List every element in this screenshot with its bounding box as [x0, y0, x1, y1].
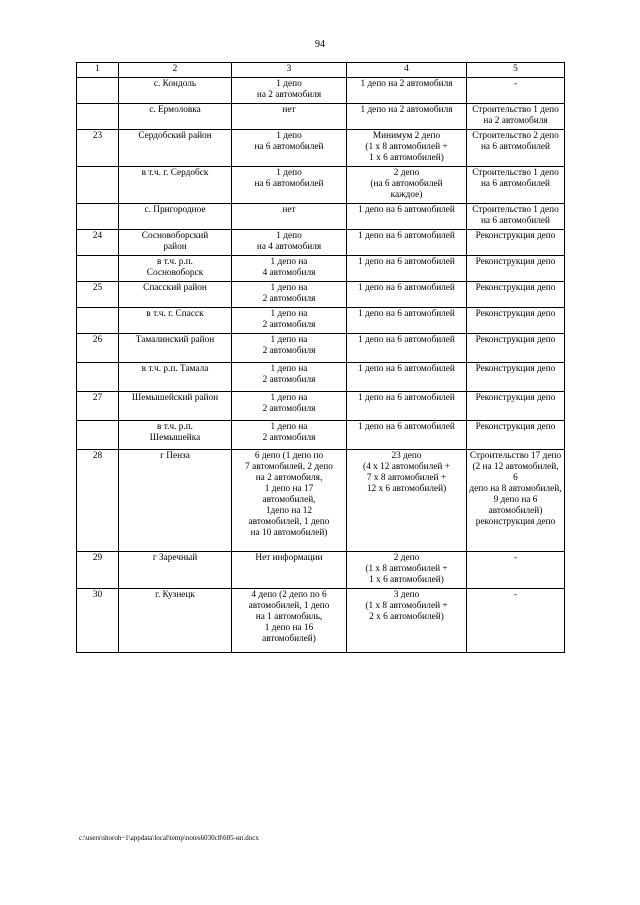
- column-header: 5: [467, 63, 565, 78]
- locality-cell: с. Кондоль: [119, 78, 232, 104]
- table-row: [77, 104, 565, 130]
- planned-action-cell: Строительство 1 депо на 2 автомобиля: [467, 104, 565, 130]
- planned-action-cell: Реконструкция депо: [467, 308, 565, 334]
- minimum-depots-cell: 1 депо на 2 автомобиля: [347, 78, 467, 104]
- locality-cell: в т.ч. р.п. Шемышейка: [119, 421, 232, 450]
- planned-action-cell: Реконструкция депо: [467, 282, 565, 308]
- planned-action-cell: Строительство 17 депо (2 на 12 автомобилей, 6 депо на 8 автомобилей, 9 депо на 6 автомобилей) реконструкция депо: [467, 450, 565, 552]
- table-row: [77, 230, 565, 256]
- minimum-depots-cell: 2 депо (1 х 8 автомобилей + 1 х 6 автомобилей): [347, 552, 467, 589]
- row-number-cell: [77, 167, 119, 204]
- minimum-depots-cell: 1 депо на 6 автомобилей: [347, 256, 467, 282]
- current-depots-cell: нет: [232, 204, 347, 230]
- current-depots-cell: 1 депо на 6 автомобилей: [232, 167, 347, 204]
- locality-cell: Сосновоборский район: [119, 230, 232, 256]
- table-row: [77, 334, 565, 363]
- current-depots-cell: 6 депо (1 депо по 7 автомобилей, 2 депо на 2 автомобиля, 1 депо на 17 автомобилей, 1депо на 12 автомобилей, 1 депо на 10 автомобилей): [232, 450, 347, 552]
- row-number-cell: 28: [77, 450, 119, 552]
- planned-action-cell: Реконструкция депо: [467, 392, 565, 421]
- locality-cell: с. Ермоловка: [119, 104, 232, 130]
- current-depots-cell: 1 депо на 6 автомобилей: [232, 130, 347, 167]
- current-depots-cell: 1 депо на 2 автомобиля: [232, 78, 347, 104]
- row-number-cell: 26: [77, 334, 119, 363]
- table-row: [77, 167, 565, 204]
- current-depots-cell: Нет информации: [232, 552, 347, 589]
- table-body: [77, 63, 565, 653]
- current-depots-cell: 1 депо на 2 автомобиля: [232, 392, 347, 421]
- row-number-cell: 24: [77, 230, 119, 256]
- planned-action-cell: Реконструкция депо: [467, 421, 565, 450]
- planned-action-cell: Реконструкция депо: [467, 230, 565, 256]
- minimum-depots-cell: 2 депо (на 6 автомобилей каждое): [347, 167, 467, 204]
- row-number-cell: 25: [77, 282, 119, 308]
- planned-action-cell: -: [467, 589, 565, 653]
- locality-cell: Шемышейский район: [119, 392, 232, 421]
- table-row: [77, 282, 565, 308]
- minimum-depots-cell: 1 депо на 2 автомобиля: [347, 104, 467, 130]
- row-number-cell: [77, 308, 119, 334]
- current-depots-cell: нет: [232, 104, 347, 130]
- minimum-depots-cell: 1 депо на 6 автомобилей: [347, 308, 467, 334]
- row-number-cell: [77, 104, 119, 130]
- locality-cell: г. Кузнецк: [119, 589, 232, 653]
- minimum-depots-cell: 1 депо на 6 автомобилей: [347, 204, 467, 230]
- current-depots-cell: 1 депо на 2 автомобиля: [232, 334, 347, 363]
- page-number: 94: [315, 39, 325, 50]
- planned-action-cell: Реконструкция депо: [467, 334, 565, 363]
- locality-cell: Спасский район: [119, 282, 232, 308]
- minimum-depots-cell: 1 депо на 6 автомобилей: [347, 363, 467, 392]
- table-row: [77, 308, 565, 334]
- current-depots-cell: 1 депо на 2 автомобиля: [232, 308, 347, 334]
- row-number-cell: 23: [77, 130, 119, 167]
- table-row: [77, 392, 565, 421]
- row-number-cell: [77, 256, 119, 282]
- locality-cell: г Пенза: [119, 450, 232, 552]
- locality-cell: с. Пригородное: [119, 204, 232, 230]
- current-depots-cell: 1 депо на 4 автомобиля: [232, 230, 347, 256]
- current-depots-cell: 1 депо на 4 автомобиля: [232, 256, 347, 282]
- table-row: [77, 363, 565, 392]
- locality-cell: в т.ч. р.п. Сосновоборск: [119, 256, 232, 282]
- locality-cell: Тамалинский район: [119, 334, 232, 363]
- row-number-cell: [77, 204, 119, 230]
- current-depots-cell: 1 депо на 2 автомобиля: [232, 421, 347, 450]
- table-row: [77, 552, 565, 589]
- locality-cell: Сердобский район: [119, 130, 232, 167]
- locality-cell: г Заречный: [119, 552, 232, 589]
- table-row: [77, 204, 565, 230]
- minimum-depots-cell: Минимум 2 депо (1 х 8 автомобилей + 1 х 6 автомобилей): [347, 130, 467, 167]
- row-number-cell: 30: [77, 589, 119, 653]
- planned-action-cell: Строительство 1 депо на 6 автомобилей: [467, 167, 565, 204]
- row-number-cell: 27: [77, 392, 119, 421]
- locality-cell: в т.ч. р.п. Тамала: [119, 363, 232, 392]
- locality-cell: в т.ч. г. Спасск: [119, 308, 232, 334]
- current-depots-cell: 1 депо на 2 автомобиля: [232, 282, 347, 308]
- minimum-depots-cell: 1 депо на 6 автомобилей: [347, 334, 467, 363]
- row-number-cell: [77, 78, 119, 104]
- table-row: [77, 256, 565, 282]
- minimum-depots-cell: 23 депо (4 х 12 автомобилей + 7 х 8 автомобилей + 12 х 6 автомобилей): [347, 450, 467, 552]
- minimum-depots-cell: 1 депо на 6 автомобилей: [347, 230, 467, 256]
- current-depots-cell: 4 депо (2 депо по 6 автомобилей, 1 депо на 1 автомобиль, 1 депо на 16 автомобилей): [232, 589, 347, 653]
- data-table: [76, 62, 565, 653]
- planned-action-cell: -: [467, 552, 565, 589]
- table-header-row: [77, 63, 565, 78]
- planned-action-cell: Строительство 1 депо на 6 автомобилей: [467, 204, 565, 230]
- row-number-cell: [77, 363, 119, 392]
- planned-action-cell: Реконструкция депо: [467, 256, 565, 282]
- row-number-cell: [77, 421, 119, 450]
- minimum-depots-cell: 3 депо (1 х 8 автомобилей + 2 х 6 автомобилей): [347, 589, 467, 653]
- minimum-depots-cell: 1 депо на 6 автомобилей: [347, 392, 467, 421]
- current-depots-cell: 1 депо на 2 автомобиля: [232, 363, 347, 392]
- minimum-depots-cell: 1 депо на 6 автомобилей: [347, 282, 467, 308]
- minimum-depots-cell: 1 депо на 6 автомобилей: [347, 421, 467, 450]
- column-header: 2: [119, 63, 232, 78]
- row-number-cell: 29: [77, 552, 119, 589]
- planned-action-cell: Строительство 2 депо на 6 автомобилей: [467, 130, 565, 167]
- locality-cell: в т.ч. г. Сердобск: [119, 167, 232, 204]
- column-header: 3: [232, 63, 347, 78]
- planned-action-cell: -: [467, 78, 565, 104]
- table-row: [77, 130, 565, 167]
- column-header: 1: [77, 63, 119, 78]
- planned-action-cell: Реконструкция депо: [467, 363, 565, 392]
- file-path-footer: c:\users\shoroh~1\appdata\local\temp\notes6030c8\605-нп.docx: [79, 834, 259, 842]
- table-row: [77, 589, 565, 653]
- table-row: [77, 421, 565, 450]
- table-row: [77, 450, 565, 552]
- column-header: 4: [347, 63, 467, 78]
- table-row: [77, 78, 565, 104]
